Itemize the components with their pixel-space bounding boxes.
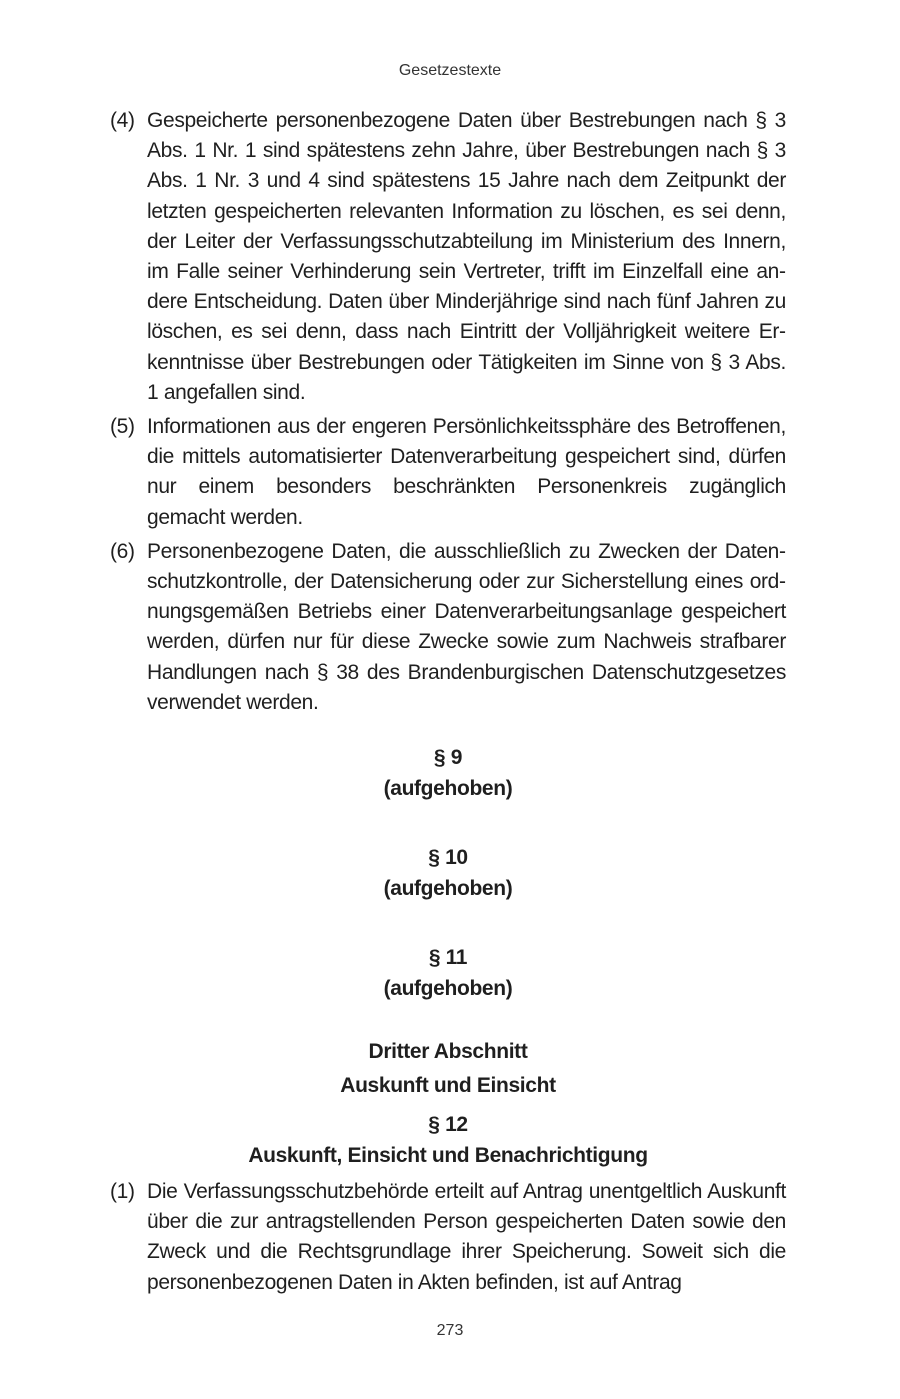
paragraph-6 <box>110 537 786 718</box>
section-title: Auskunft, Einsicht und Benachrichtigung <box>248 1144 648 1168</box>
page-number: 273 <box>436 1322 464 1339</box>
section-title: (aufgehoben) <box>383 777 513 801</box>
paragraph-text: Informationen aus der engeren Persönlichkeitssphäre des Betroffenen, die mittels automatisierter Datenverarbeitung gespeichert sind, dürfen nur einem besonders beschränkten Personenkreis zugänglich gemacht werden. <box>147 415 786 529</box>
section-title: (aufgehoben) <box>383 877 513 901</box>
section-11-heading <box>40 942 856 1004</box>
paragraph-12-1 <box>110 1177 786 1298</box>
section-title: (aufgehoben) <box>383 977 513 1001</box>
paragraph-number: (6) <box>110 539 135 563</box>
paragraph-text: Gespeicherte personenbezogene Daten über Bestrebungen nach § 3 Abs. 1 Nr. 1 sind spätestens zehn Jahre, über Bestrebungen nach § 3 Abs. 1 Nr. 3 und 4 sind spätestens 15 Jahre nach dem Zeitpunkt der letzten gespeicherten relevanten Information zu löschen, es sei denn, der Leiter der Verfassungsschutzabteilung im Ministerium des Innern, im Falle seiner Verhinderung sein Vertreter, trifft im Einzelfall eine andere Entscheidung. Daten über Minderjährige sind nach fünf Jahren zu löschen, es sei denn, dass nach Eintritt der Volljährigkeit weitere Erkenntnisse über Bestrebungen oder Tätigkeiten im Sinne von § 3 Abs. 1 angefallen sind. <box>147 109 786 404</box>
section-number: § 10 <box>428 846 468 870</box>
paragraph-text: Personenbezogene Daten, die ausschließlich zu Zwecken der Datenschutzkontrolle, der Datensicherung oder zur Sicherstellung eines ordnungsgemäßen Betriebs einer Datenverarbeitungsanlage gespeichert werden, dürfen nur für diese Zwecke sowie zum Nachweis strafbarer Handlungen nach § 38 des Brandenburgischen Datenschutzgesetzes verwendet werden. <box>147 539 786 714</box>
paragraph-4 <box>110 106 786 408</box>
running-header: Gesetzestexte <box>398 62 502 79</box>
chapter-heading <box>40 1036 856 1101</box>
chapter-title: Auskunft und Einsicht <box>340 1074 556 1098</box>
paragraph-number: (5) <box>110 415 135 439</box>
chapter-label: Dritter Abschnitt <box>368 1040 528 1064</box>
section-number: § 11 <box>428 946 468 970</box>
section-9-heading <box>40 742 856 804</box>
section-12-heading <box>40 1109 856 1171</box>
paragraph-number: (4) <box>110 109 135 132</box>
paragraph-number: (1) <box>110 1180 135 1204</box>
paragraph-5 <box>110 412 786 533</box>
section-number: § 12 <box>428 1113 468 1137</box>
paragraph-text: Die Verfassungsschutzbehörde erteilt auf Antrag unentgeltlich Auskunft über die zur antragstellenden Person gespeicherten Daten sowie den Zweck und die Rechtsgrundlage ihrer Speicherung. Soweit sich die personenbezogenen Daten in Akten befinden, ist auf Antrag <box>147 1180 786 1294</box>
section-number: § 9 <box>433 746 463 770</box>
section-10-heading <box>40 842 856 904</box>
page-content <box>110 106 786 1302</box>
